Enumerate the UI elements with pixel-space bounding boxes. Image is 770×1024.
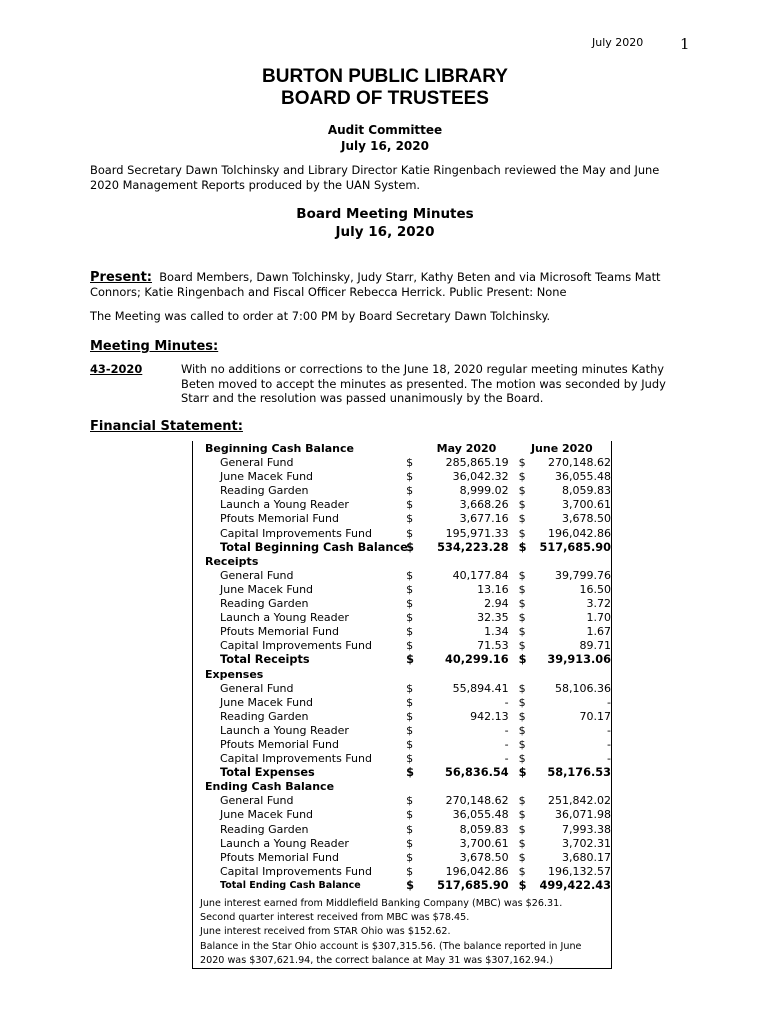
section-title: Receipts	[205, 554, 259, 568]
section-title: Expenses	[205, 667, 264, 681]
table-row	[193, 710, 611, 724]
total-label: Total Receipts	[220, 653, 310, 667]
financial-statement-box	[192, 441, 612, 969]
june-value: 196,042.86	[548, 526, 611, 540]
currency-sign: $	[518, 582, 526, 596]
may-value: 8,059.83	[459, 822, 509, 836]
spacer-cell	[406, 555, 611, 569]
june-value: 3,678.50	[562, 512, 611, 526]
currency-sign: $	[518, 723, 526, 737]
may-value: 3,677.16	[459, 512, 509, 526]
call-to-order: The Meeting was called to order at 7:00 PM by Board Secretary Dawn Tolchinsky.	[90, 309, 551, 323]
currency-sign: $	[406, 709, 414, 723]
row-label: Pfouts Memorial Fund	[220, 625, 339, 639]
may-value: -	[504, 752, 509, 766]
may-value: 8,999.02	[459, 484, 509, 498]
currency-sign: $	[518, 653, 527, 667]
may-value: -	[504, 695, 509, 709]
currency-sign: $	[518, 864, 526, 878]
currency-sign: $	[518, 540, 527, 554]
table-row	[193, 527, 611, 541]
row-label: Capital Improvements Fund	[220, 526, 372, 540]
currency-sign: $	[518, 878, 527, 892]
currency-sign: $	[406, 540, 414, 554]
section-title: Ending Cash Balance	[205, 780, 335, 794]
may-value: 942.13	[470, 709, 509, 723]
board-title: BOARD OF TRUSTEES	[281, 88, 489, 109]
table-row	[193, 823, 611, 837]
june-value: 1.67	[586, 625, 611, 639]
currency-sign: $	[406, 568, 414, 582]
may-value: -	[504, 723, 509, 737]
currency-sign: $	[518, 794, 526, 808]
currency-sign: $	[406, 597, 414, 611]
currency-sign: $	[406, 582, 414, 596]
may-value: 195,971.33	[445, 526, 509, 540]
section-title: Beginning Cash Balance	[205, 442, 354, 455]
may-value: 270,148.62	[445, 794, 509, 808]
may-value: 2.94	[484, 597, 509, 611]
table-row	[193, 752, 611, 766]
currency-sign: $	[406, 456, 414, 470]
row-label: Reading Garden	[220, 484, 309, 498]
june-value: 3,680.17	[562, 850, 611, 864]
currency-sign: $	[518, 470, 526, 484]
present-text: Board Members, Dawn Tolchinsky, Judy Starr, Kathy Beten and via Microsoft Teams Matt Connors; Katie Ringenbach and Fiscal Officer Rebecca Herrick. Public Present: None	[90, 270, 661, 299]
total-label: Total Beginning Cash Balance	[220, 540, 408, 554]
total-june-value: 58,176.53	[547, 766, 611, 780]
table-row	[193, 794, 611, 808]
page-number: 1	[680, 35, 690, 53]
table-row	[193, 724, 611, 738]
may-value: 13.16	[477, 582, 509, 596]
currency-sign: $	[406, 723, 414, 737]
currency-sign: $	[406, 794, 414, 808]
minutes-title: Board Meeting Minutes	[296, 206, 474, 222]
currency-sign: $	[518, 498, 526, 512]
total-row	[193, 879, 611, 893]
col-header-june: June 2020	[530, 442, 593, 455]
currency-sign: $	[518, 822, 526, 836]
total-label: Total Expenses	[220, 766, 315, 780]
financial-table	[193, 442, 611, 893]
may-value: 55,894.41	[452, 681, 509, 695]
row-label: June Macek Fund	[220, 808, 314, 822]
table-row	[193, 837, 611, 851]
currency-sign: $	[406, 653, 414, 667]
june-value: 16.50	[579, 582, 611, 596]
row-label: General Fund	[220, 456, 294, 470]
motion-text: With no additions or corrections to the June 18, 2020 regular meeting minutes Kathy Beten moved to accept the minutes as presented. The motion was seconded by Judy Starr and the resolution was passed unanimously by the Board.	[181, 362, 666, 405]
june-value: 3,702.31	[562, 836, 611, 850]
note-line: June interest earned from Middlefield Banking Company (MBC) was $26.31.	[200, 898, 563, 909]
june-value: -	[607, 723, 611, 737]
currency-sign: $	[406, 766, 414, 780]
table-row	[193, 865, 611, 879]
currency-sign: $	[406, 737, 414, 751]
currency-sign: $	[406, 822, 414, 836]
total-row	[193, 541, 611, 555]
table-row	[193, 625, 611, 639]
currency-sign: $	[518, 752, 526, 766]
total-june-value: 517,685.90	[539, 540, 611, 554]
currency-sign: $	[518, 611, 526, 625]
total-june-value: 499,422.43	[539, 878, 611, 892]
may-value: 40,177.84	[452, 568, 509, 582]
currency-sign: $	[406, 695, 414, 709]
june-value: 70.17	[579, 709, 611, 723]
table-row	[193, 583, 611, 597]
currency-sign: $	[518, 836, 526, 850]
currency-sign: $	[406, 878, 414, 892]
row-label: Capital Improvements Fund	[220, 864, 372, 878]
may-value: 3,668.26	[459, 498, 509, 512]
library-title: BURTON PUBLIC LIBRARY	[262, 66, 508, 87]
may-value: 3,678.50	[459, 850, 509, 864]
row-label: Pfouts Memorial Fund	[220, 512, 339, 526]
total-june-value: 39,913.06	[547, 653, 611, 667]
june-value: 36,071.98	[555, 808, 611, 822]
currency-sign: $	[518, 526, 526, 540]
audit-heading: Audit Committee	[327, 123, 443, 137]
table-row	[193, 851, 611, 865]
currency-sign: $	[406, 864, 414, 878]
row-label: June Macek Fund	[220, 582, 314, 596]
currency-sign: $	[518, 597, 526, 611]
total-row	[193, 766, 611, 780]
row-label: Capital Improvements Fund	[220, 639, 372, 653]
currency-sign: $	[406, 484, 414, 498]
may-value: 285,865.19	[445, 456, 509, 470]
minutes-date: July 16, 2020	[335, 224, 435, 240]
currency-sign: $	[406, 808, 414, 822]
row-label: Launch a Young Reader	[220, 498, 349, 512]
currency-sign: $	[518, 695, 526, 709]
june-value: 8,059.83	[562, 484, 611, 498]
row-label: Pfouts Memorial Fund	[220, 850, 339, 864]
col-header-may: May 2020	[436, 442, 497, 455]
june-value: 196,132.57	[548, 864, 611, 878]
currency-sign: $	[406, 611, 414, 625]
currency-sign: $	[518, 709, 526, 723]
currency-sign: $	[518, 484, 526, 498]
table-row	[193, 470, 611, 484]
june-value: 89.71	[579, 639, 611, 653]
june-value: 7,993.38	[562, 822, 611, 836]
financial-notes	[200, 897, 600, 968]
row-label: General Fund	[220, 681, 294, 695]
total-may-value: 56,836.54	[444, 766, 509, 780]
motion-number: 43-2020	[90, 362, 143, 376]
may-value: -	[504, 737, 509, 751]
table-row	[193, 484, 611, 498]
section-header-row	[193, 442, 611, 456]
currency-sign: $	[518, 850, 526, 864]
june-value: -	[607, 752, 611, 766]
june-value: 270,148.62	[548, 456, 611, 470]
row-label: June Macek Fund	[220, 695, 314, 709]
row-label: Launch a Young Reader	[220, 723, 349, 737]
currency-sign: $	[406, 752, 414, 766]
currency-sign: $	[518, 737, 526, 751]
table-row	[193, 682, 611, 696]
total-may-value: 534,223.28	[437, 540, 509, 554]
present-paragraph	[90, 270, 680, 300]
table-row	[193, 611, 611, 625]
row-label: General Fund	[220, 568, 294, 582]
may-value: 1.34	[484, 625, 509, 639]
row-label: Launch a Young Reader	[220, 836, 349, 850]
row-label: General Fund	[220, 794, 294, 808]
note-line: June interest received from STAR Ohio was $152.62.	[200, 926, 451, 938]
header-date: July 2020	[592, 36, 644, 49]
total-may-value: 40,299.16	[444, 653, 509, 667]
june-value: 58,106.36	[555, 681, 611, 695]
currency-sign: $	[406, 639, 414, 653]
currency-sign: $	[406, 681, 414, 695]
currency-sign: $	[518, 639, 526, 653]
total-label: Total Ending Cash Balance	[220, 879, 361, 891]
table-row	[193, 808, 611, 822]
table-row	[193, 597, 611, 611]
table-row	[193, 696, 611, 710]
table-row	[193, 569, 611, 583]
june-value: 39,799.76	[555, 568, 611, 582]
currency-sign: $	[406, 625, 414, 639]
currency-sign: $	[518, 808, 526, 822]
may-value: 32.35	[477, 611, 509, 625]
currency-sign: $	[518, 681, 526, 695]
currency-sign: $	[518, 568, 526, 582]
table-row	[193, 498, 611, 512]
may-value: 71.53	[477, 639, 509, 653]
june-value: -	[607, 695, 611, 709]
currency-sign: $	[406, 850, 414, 864]
row-label: Reading Garden	[220, 822, 309, 836]
present-label: Present:	[90, 270, 152, 285]
table-row	[193, 639, 611, 653]
section-header-row	[193, 668, 611, 682]
june-value: 3,700.61	[562, 498, 611, 512]
june-value: 251,842.02	[548, 794, 611, 808]
may-value: 196,042.86	[445, 864, 509, 878]
may-value: 36,055.48	[452, 808, 509, 822]
financial-statement-heading: Financial Statement:	[90, 419, 243, 434]
total-may-value: 517,685.90	[437, 878, 509, 892]
june-value: 1.70	[586, 611, 611, 625]
currency-sign: $	[518, 625, 526, 639]
row-label: June Macek Fund	[220, 470, 314, 484]
section-header-row	[193, 780, 611, 794]
audit-text: Board Secretary Dawn Tolchinsky and Library Director Katie Ringenbach reviewed the May and June 2020 Management Reports produced by the UAN System.	[90, 163, 660, 192]
row-label: Capital Improvements Fund	[220, 752, 372, 766]
table-row	[193, 512, 611, 526]
june-value: 3.72	[586, 597, 611, 611]
section-header-row	[193, 555, 611, 569]
currency-sign: $	[518, 456, 526, 470]
may-value: 36,042.32	[452, 470, 509, 484]
currency-sign: $	[518, 766, 527, 780]
row-label: Pfouts Memorial Fund	[220, 737, 339, 751]
currency-sign: $	[518, 512, 526, 526]
june-value: -	[607, 737, 611, 751]
spacer-cell	[406, 442, 420, 456]
spacer-cell	[406, 780, 611, 794]
may-value: 3,700.61	[459, 836, 509, 850]
note-line: Balance in the Star Ohio account is $307,315.56. (The balance reported in June 2020 was $307,621.94, the correct balance at May 31 was $307,162.94.)	[200, 940, 582, 966]
currency-sign: $	[406, 470, 414, 484]
row-label: Launch a Young Reader	[220, 611, 349, 625]
meeting-minutes-heading: Meeting Minutes:	[90, 339, 219, 354]
currency-sign: $	[406, 512, 414, 526]
spacer-cell	[406, 668, 611, 682]
audit-date: July 16, 2020	[341, 139, 429, 153]
note-line: Second quarter interest received from MBC was $78.45.	[200, 912, 470, 924]
table-row	[193, 738, 611, 752]
row-label: Reading Garden	[220, 709, 309, 723]
total-row	[193, 653, 611, 667]
table-row	[193, 456, 611, 470]
row-label: Reading Garden	[220, 597, 309, 611]
currency-sign: $	[406, 836, 414, 850]
currency-sign: $	[406, 498, 414, 512]
june-value: 36,055.48	[555, 470, 611, 484]
currency-sign: $	[406, 526, 414, 540]
